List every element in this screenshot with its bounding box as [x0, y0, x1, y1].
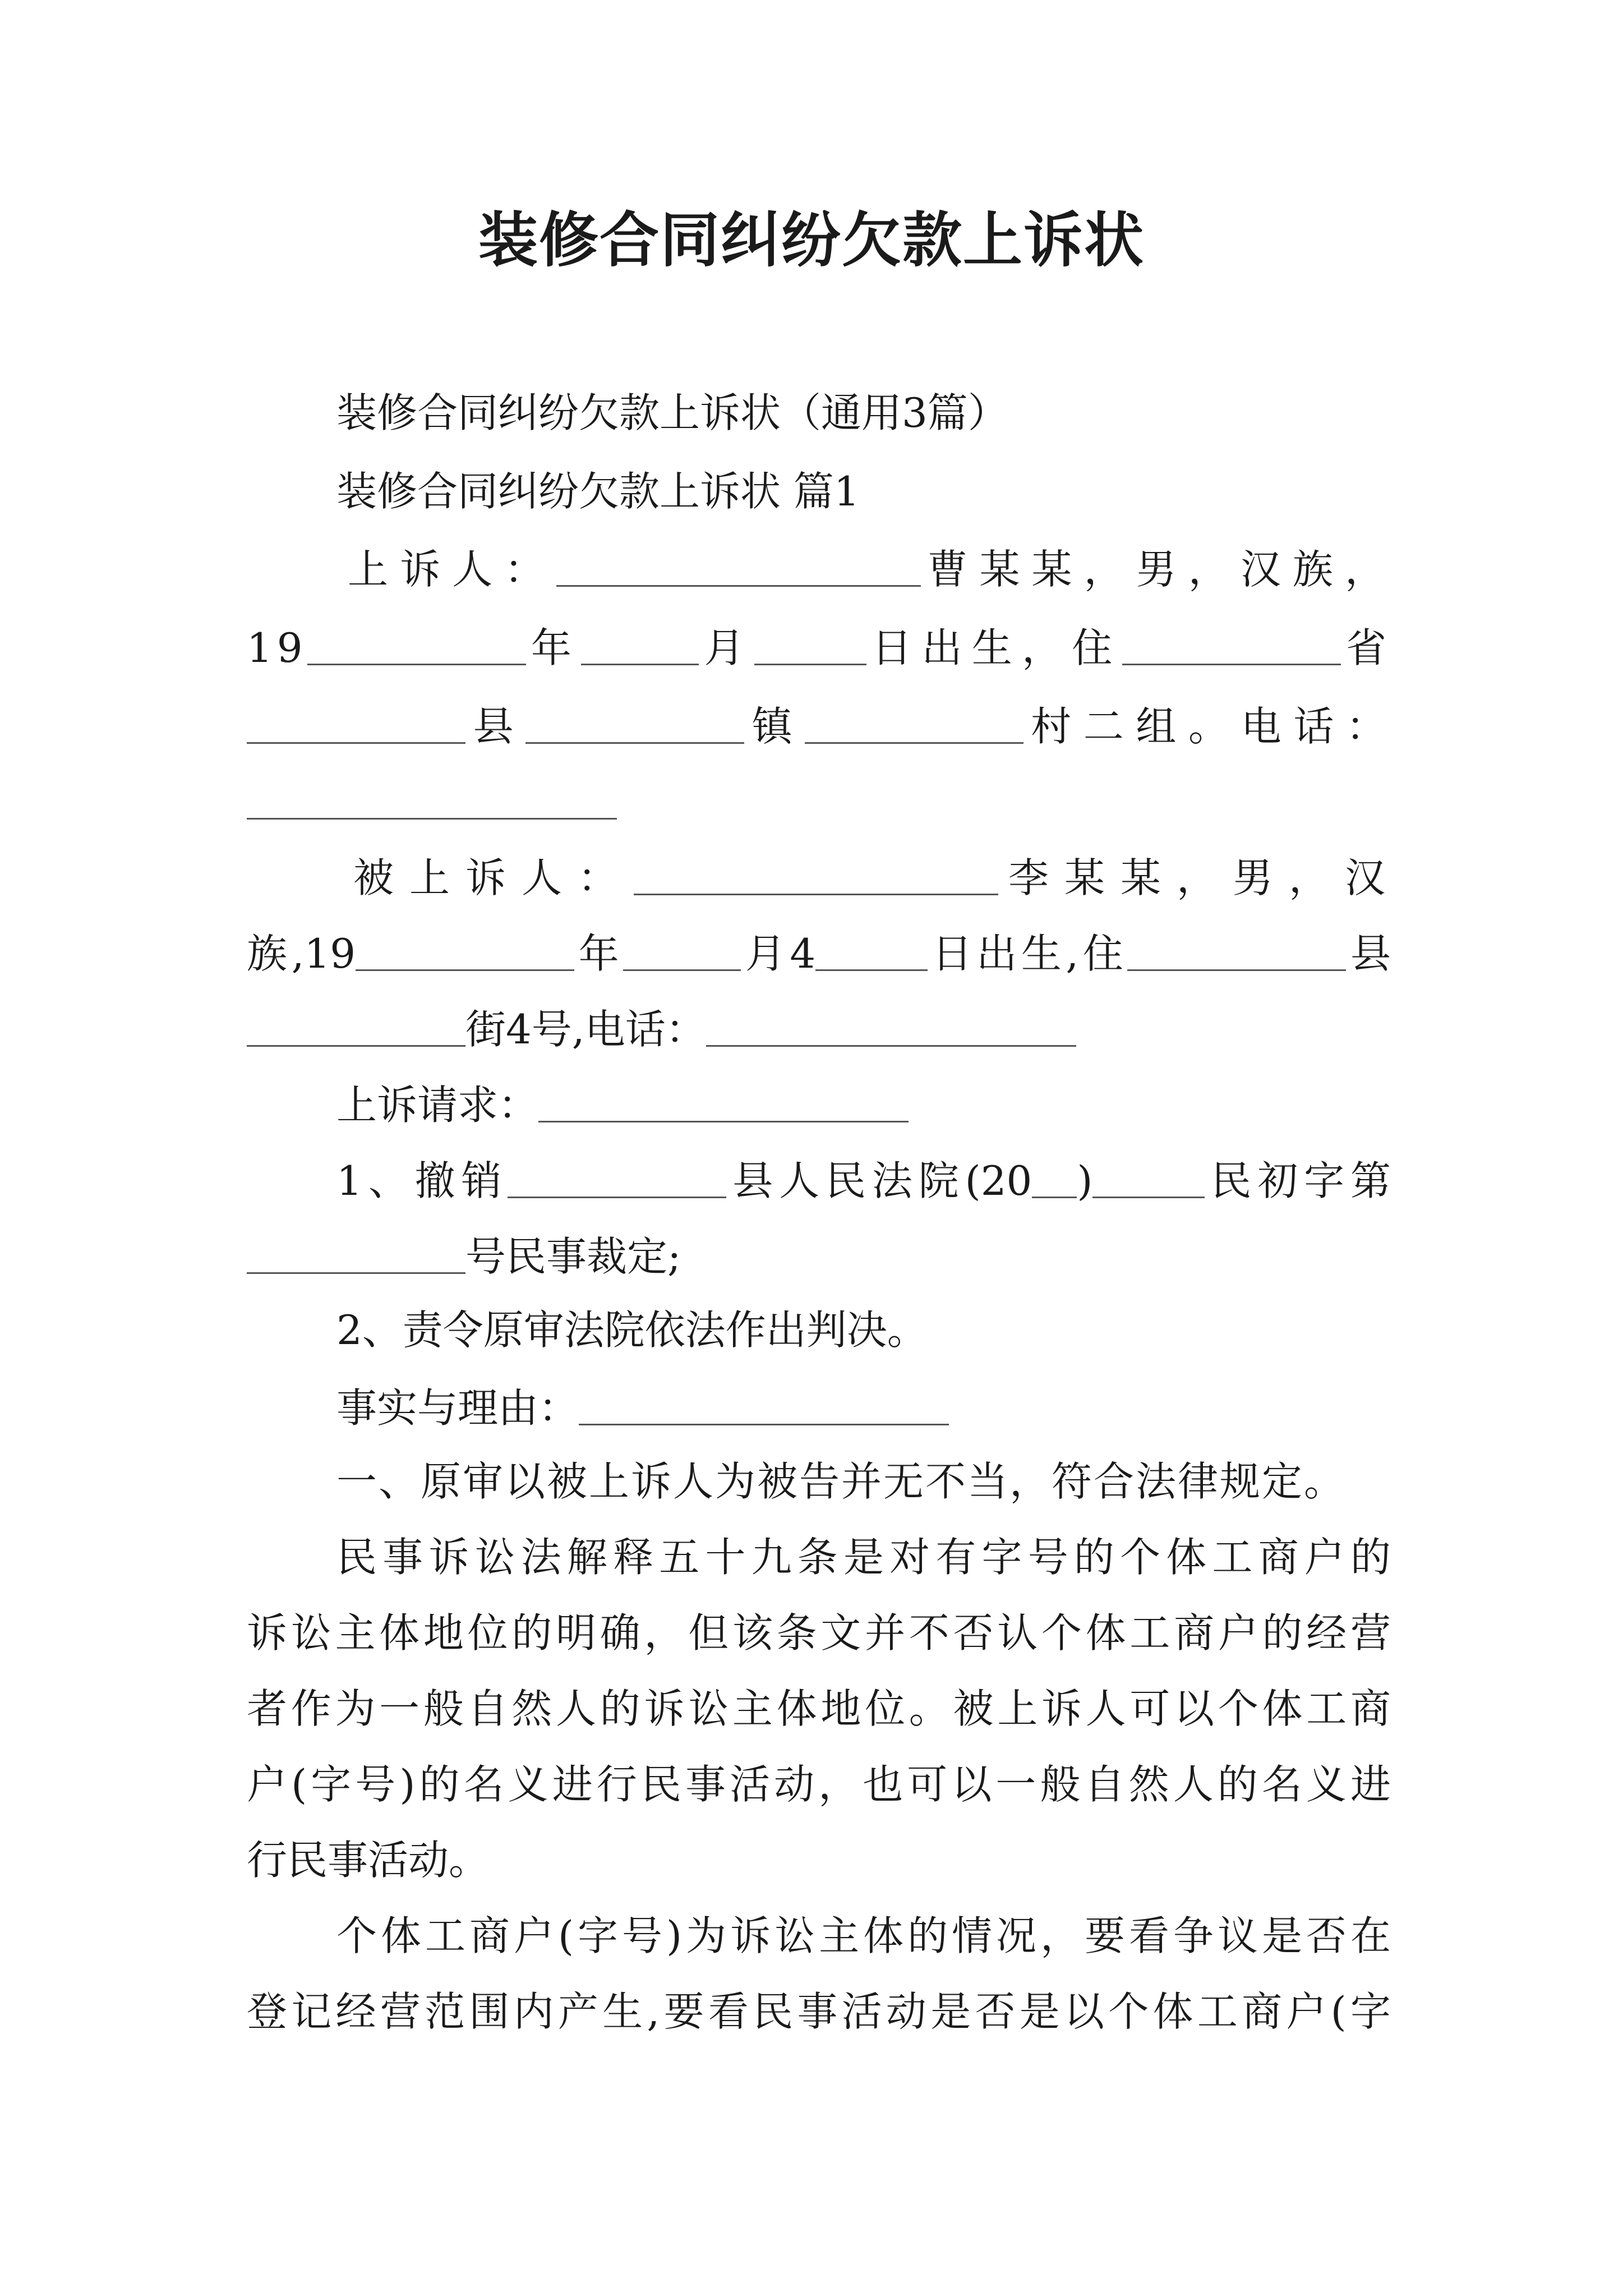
birth-prefix: 19: [247, 624, 307, 671]
appellant-line-3: [247, 703, 1391, 750]
appellee-name-blank: [634, 855, 998, 895]
appellant-line-2: [247, 624, 1391, 671]
appellee-month-blank: [623, 931, 741, 971]
body-1-line-1: 民事诉讼法解释五十九条是对有字号的个体工商户的: [336, 1534, 1391, 1581]
body-1-line-4: 户(字号)的名义进行民事活动，也可以一般自然人的名义进: [247, 1761, 1391, 1808]
document-title: 装修合同纠纷欠款上诉状: [478, 205, 1145, 275]
village-blank: [805, 704, 1023, 744]
appellee-ethnic-birth: 族,19: [247, 930, 356, 977]
province-label: 省: [1340, 624, 1391, 671]
birth-day-blank: [754, 625, 866, 665]
facts-line: [336, 1384, 1481, 1432]
request-1-line-1: [336, 1157, 1391, 1204]
request-line: [336, 1082, 1481, 1129]
body-1-line-2: 诉讼主体地位的明确，但该条文并不否认个体工商户的经营: [247, 1609, 1391, 1657]
town-blank: [525, 704, 744, 744]
appellee-street-blank: [247, 1007, 465, 1047]
birth-month-blank: [581, 625, 699, 665]
appellant-line-1: [348, 546, 1391, 593]
request-1-line-2: [247, 1233, 1391, 1280]
facts-blank: [579, 1386, 949, 1425]
court-name: 县人民法院(20: [726, 1157, 1032, 1204]
appellee-day-blank: [815, 931, 928, 971]
appellee-month-label: 月4: [741, 930, 816, 977]
appellant-phone-blank: [247, 780, 617, 820]
appellee-street-label: 街4号,电话：: [465, 1006, 706, 1053]
province-blank: [1122, 625, 1341, 665]
facts-label: 事实与理由：: [336, 1384, 579, 1432]
body-1-line-3: 者作为一般自然人的诉讼主体地位。被上诉人可以个体工商: [247, 1685, 1391, 1732]
body-1-line-5: 行民事活动。: [247, 1837, 490, 1884]
appellant-info: 曹某某，男，汉族，: [921, 546, 1391, 593]
county-blank: [247, 704, 465, 744]
appellee-line-3: [247, 1006, 1391, 1053]
appellee-line-1: [353, 854, 1391, 901]
reason-1: 一、原审以被上诉人为被告并无不当，符合法律规定。: [336, 1458, 1347, 1505]
body-2-line-1: 个体工商户(字号)为诉讼主体的情况，要看争议是否在: [336, 1912, 1391, 1959]
appellee-county-blank: [1127, 931, 1346, 971]
part-heading: 装修合同纠纷欠款上诉状 篇1: [336, 468, 860, 515]
day-born-label: 日出生，住: [866, 624, 1122, 671]
appellant-phone-line: [247, 780, 1391, 822]
case-paren-close: ): [1077, 1157, 1093, 1204]
appellee-year-blank: [356, 931, 574, 971]
county-label: 县: [465, 703, 526, 750]
appellee-county-label: 县: [1346, 930, 1391, 977]
subtitle: 装修合同纠纷欠款上诉状（通用3篇）: [336, 389, 1008, 436]
ruling-no-blank: [247, 1234, 465, 1274]
appellant-name-blank: [556, 547, 921, 587]
request-2: 2、责令原审法院依法作出判决。: [336, 1306, 928, 1354]
year-label: 年: [525, 624, 582, 671]
case-year-blank: [1032, 1158, 1077, 1198]
request-label: 上诉请求：: [336, 1082, 539, 1129]
village-phone-label: 村二组。电话：: [1023, 703, 1391, 750]
appellee-year-label: 年: [574, 930, 624, 977]
case-type: 民初字第: [1205, 1157, 1391, 1204]
appellant-label: 上诉人：: [348, 546, 557, 593]
appellee-info: 李某某，男，汉: [998, 854, 1391, 901]
appellee-day-born-label: 日出生,住: [928, 930, 1128, 977]
appellee-phone-blank: [706, 1007, 1076, 1047]
birth-year-blank: [307, 625, 526, 665]
town-label: 镇: [744, 703, 805, 750]
case-no-blank: [1092, 1158, 1205, 1198]
request-1-revoke: 1、撤销: [336, 1157, 508, 1204]
month-label: 月: [699, 624, 754, 671]
request-blank: [538, 1083, 909, 1122]
appellee-line-2: [247, 930, 1391, 977]
court-county-blank: [508, 1158, 726, 1198]
body-2-line-2: 登记经营范围内产生,要看民事活动是否是以个体工商户(字: [247, 1988, 1391, 2035]
ruling-label: 号民事裁定;: [465, 1233, 681, 1280]
appellee-label: 被上诉人：: [353, 854, 634, 901]
